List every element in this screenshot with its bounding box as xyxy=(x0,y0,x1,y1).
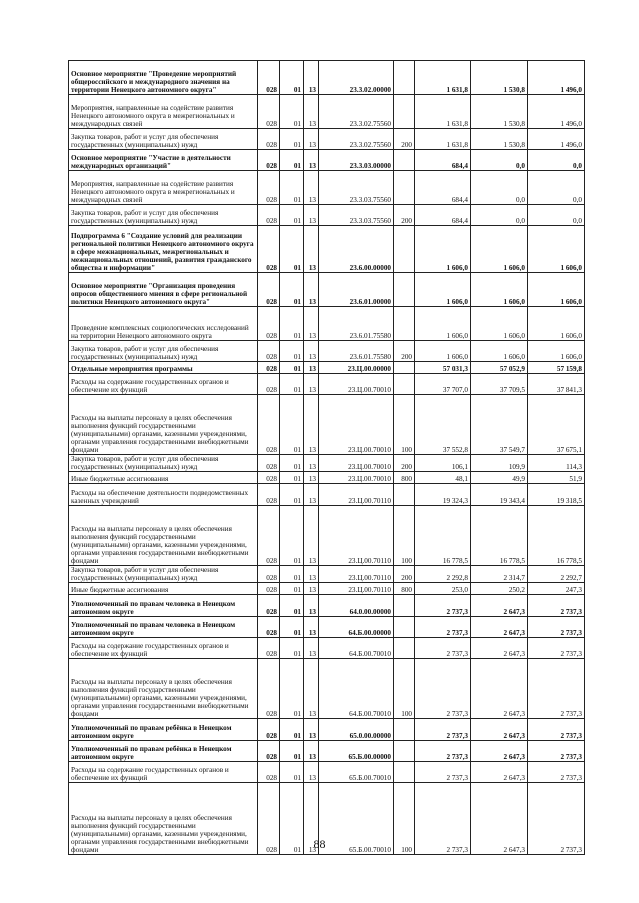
table-row xyxy=(69,362,585,374)
cell-pr: 13 xyxy=(304,95,319,129)
cell-rz: 01 xyxy=(280,150,304,171)
cell-y2: 19 343,4 xyxy=(471,484,528,506)
cell-rz: 01 xyxy=(280,659,304,719)
cell-rz: 01 xyxy=(280,719,304,741)
page-number: 88 xyxy=(313,837,326,851)
cell-y2: 1 530,8 xyxy=(471,61,528,95)
cell-y1: 1 631,8 xyxy=(415,61,471,95)
cell-grbs: 028 xyxy=(258,226,280,273)
cell-csr: 23.Ц.00.70010 xyxy=(319,374,394,395)
cell-y3: 1 496,0 xyxy=(528,61,585,95)
cell-y2: 2 647,3 xyxy=(471,638,528,659)
cell-csr: 65.Б.00.70010 xyxy=(319,762,394,783)
cell-csr: 23.Ц.00.00000 xyxy=(319,362,394,374)
cell-y3: 51,9 xyxy=(528,472,585,484)
cell-name: Расходы на выплаты персоналу в целях обеспечения выполнения функций государственными (муниципальными) органами, казенными учреждениями, органами управления государственными внебюджетными фондами xyxy=(69,395,258,455)
cell-csr: 23.6.01.75580 xyxy=(319,341,394,362)
cell-csr: 23.Ц.00.70110 xyxy=(319,506,394,566)
cell-csr: 23.3.02.75560 xyxy=(319,95,394,129)
cell-y3: 1 606,0 xyxy=(528,341,585,362)
cell-pr: 13 xyxy=(304,374,319,395)
cell-y3: 1 496,0 xyxy=(528,95,585,129)
cell-y3: 0,0 xyxy=(528,171,585,205)
cell-pr: 13 xyxy=(304,762,319,783)
table-row xyxy=(69,61,585,95)
table-row xyxy=(69,506,585,566)
cell-name: Проведение комплексных социологических исследований на территории Ненецкого автономного округа xyxy=(69,307,258,341)
cell-vr xyxy=(394,171,415,205)
cell-y3: 2 737,3 xyxy=(528,741,585,762)
table-row xyxy=(69,484,585,506)
table-row xyxy=(69,205,585,226)
cell-pr: 13 xyxy=(304,171,319,205)
cell-name: Расходы на выплаты персоналу в целях обеспечения выполнения функций государственными (муниципальными) органами, казенными учреждениями, органами управления государственными внебюджетными фондами xyxy=(69,659,258,719)
cell-name: Уполномоченный по правам ребёнка в Ненецком автономном округе xyxy=(69,741,258,762)
cell-pr: 13 xyxy=(304,150,319,171)
cell-grbs: 028 xyxy=(258,595,280,617)
cell-y1: 1 606,0 xyxy=(415,307,471,341)
cell-csr: 23.Ц.00.70010 xyxy=(319,472,394,484)
cell-csr: 23.3.03.00000 xyxy=(319,150,394,171)
cell-rz: 01 xyxy=(280,455,304,472)
cell-y3: 247,3 xyxy=(528,583,585,595)
cell-grbs: 028 xyxy=(258,566,280,583)
cell-y2: 37 549,7 xyxy=(471,395,528,455)
cell-name: Расходы на содержание государственных органов и обеспечение их функций xyxy=(69,638,258,659)
cell-name: Основное мероприятие "Проведение мероприятий общероссийского и международного значения на территории Ненецкого автономного округа" xyxy=(69,61,258,95)
cell-vr xyxy=(394,226,415,273)
cell-name: Уполномоченный по правам ребёнка в Ненецком автономном округе xyxy=(69,719,258,741)
cell-pr: 13 xyxy=(304,638,319,659)
cell-grbs: 028 xyxy=(258,129,280,150)
cell-y3: 37 841,3 xyxy=(528,374,585,395)
cell-y2: 2 314,7 xyxy=(471,566,528,583)
cell-y1: 1 631,8 xyxy=(415,95,471,129)
cell-pr: 13 xyxy=(304,205,319,226)
table-row xyxy=(69,226,585,273)
cell-rz: 01 xyxy=(280,566,304,583)
cell-csr: 65.Б.00.70010 xyxy=(319,783,394,855)
cell-rz: 01 xyxy=(280,129,304,150)
table-row xyxy=(69,273,585,307)
cell-pr: 13 xyxy=(304,61,319,95)
cell-y1: 57 031,3 xyxy=(415,362,471,374)
table-row xyxy=(69,719,585,741)
cell-grbs: 028 xyxy=(258,95,280,129)
cell-vr: 800 xyxy=(394,583,415,595)
cell-grbs: 028 xyxy=(258,395,280,455)
cell-y1: 2 737,3 xyxy=(415,762,471,783)
cell-name: Уполномоченный по правам человека в Ненецком автономном округе xyxy=(69,595,258,617)
cell-y2: 16 778,5 xyxy=(471,506,528,566)
cell-csr: 64.Б.00.70010 xyxy=(319,638,394,659)
cell-grbs: 028 xyxy=(258,273,280,307)
cell-csr: 23.Ц.00.70010 xyxy=(319,395,394,455)
cell-pr: 13 xyxy=(304,395,319,455)
cell-y2: 1 606,0 xyxy=(471,307,528,341)
cell-grbs: 028 xyxy=(258,719,280,741)
cell-y3: 1 606,0 xyxy=(528,273,585,307)
cell-rz: 01 xyxy=(280,638,304,659)
cell-vr: 200 xyxy=(394,566,415,583)
table-row xyxy=(69,150,585,171)
cell-vr xyxy=(394,362,415,374)
cell-y2: 0,0 xyxy=(471,171,528,205)
cell-csr: 23.3.02.75560 xyxy=(319,129,394,150)
table-row xyxy=(69,583,585,595)
cell-rz: 01 xyxy=(280,741,304,762)
cell-y1: 2 737,3 xyxy=(415,595,471,617)
table-row xyxy=(69,566,585,583)
cell-rz: 01 xyxy=(280,362,304,374)
cell-pr: 13 xyxy=(304,783,319,855)
cell-csr: 64.Б.00.70010 xyxy=(319,659,394,719)
cell-vr: 100 xyxy=(394,506,415,566)
cell-y1: 2 737,3 xyxy=(415,719,471,741)
cell-y1: 2 737,3 xyxy=(415,659,471,719)
cell-vr xyxy=(394,719,415,741)
cell-y2: 1 606,0 xyxy=(471,341,528,362)
cell-grbs: 028 xyxy=(258,617,280,638)
cell-rz: 01 xyxy=(280,506,304,566)
cell-rz: 01 xyxy=(280,374,304,395)
cell-grbs: 028 xyxy=(258,374,280,395)
cell-y2: 49,9 xyxy=(471,472,528,484)
table-row xyxy=(69,472,585,484)
cell-pr: 13 xyxy=(304,307,319,341)
cell-y2: 0,0 xyxy=(471,205,528,226)
cell-vr xyxy=(394,762,415,783)
cell-name: Расходы на содержание государственных органов и обеспечение их функций xyxy=(69,762,258,783)
cell-pr: 13 xyxy=(304,472,319,484)
cell-y1: 1 606,0 xyxy=(415,341,471,362)
table-row xyxy=(69,617,585,638)
cell-name: Расходы на выплаты персоналу в целях обеспечения выполнения функций государственными (муниципальными) органами, казенными учреждениями, органами управления государственными внебюджетными фондами xyxy=(69,783,258,855)
table-body xyxy=(69,61,585,855)
cell-y3: 2 737,3 xyxy=(528,595,585,617)
cell-y1: 1 606,0 xyxy=(415,273,471,307)
cell-y2: 1 530,8 xyxy=(471,95,528,129)
cell-rz: 01 xyxy=(280,583,304,595)
table-row xyxy=(69,638,585,659)
cell-vr xyxy=(394,595,415,617)
cell-y2: 1 606,0 xyxy=(471,273,528,307)
cell-name: Отдельные мероприятия программы xyxy=(69,362,258,374)
table-row xyxy=(69,129,585,150)
cell-y2: 250,2 xyxy=(471,583,528,595)
table-row xyxy=(69,455,585,472)
cell-y1: 1 606,0 xyxy=(415,226,471,273)
cell-grbs: 028 xyxy=(258,741,280,762)
cell-name: Закупка товаров, работ и услуг для обеспечения государственных (муниципальных) нужд xyxy=(69,566,258,583)
cell-pr: 13 xyxy=(304,484,319,506)
cell-y1: 48,1 xyxy=(415,472,471,484)
cell-csr: 23.6.00.00000 xyxy=(319,226,394,273)
cell-name: Иные бюджетные ассигнования xyxy=(69,583,258,595)
cell-csr: 23.3.03.75560 xyxy=(319,205,394,226)
cell-grbs: 028 xyxy=(258,506,280,566)
table-row xyxy=(69,341,585,362)
table-row xyxy=(69,741,585,762)
cell-vr xyxy=(394,741,415,762)
cell-vr: 200 xyxy=(394,129,415,150)
cell-rz: 01 xyxy=(280,484,304,506)
cell-y1: 684,4 xyxy=(415,171,471,205)
cell-grbs: 028 xyxy=(258,307,280,341)
cell-csr: 23.Ц.00.70110 xyxy=(319,566,394,583)
cell-y3: 1 606,0 xyxy=(528,307,585,341)
cell-grbs: 028 xyxy=(258,638,280,659)
cell-y3: 114,3 xyxy=(528,455,585,472)
cell-pr: 13 xyxy=(304,341,319,362)
cell-name: Уполномоченный по правам человека в Ненецком автономном округе xyxy=(69,617,258,638)
cell-y3: 2 737,3 xyxy=(528,783,585,855)
cell-y1: 2 737,3 xyxy=(415,617,471,638)
cell-y3: 2 737,3 xyxy=(528,762,585,783)
cell-y2: 37 709,5 xyxy=(471,374,528,395)
cell-y3: 37 675,1 xyxy=(528,395,585,455)
cell-vr xyxy=(394,61,415,95)
cell-pr: 13 xyxy=(304,455,319,472)
cell-name: Подпрограмма 6 "Создание условий для реализации региональной политики Ненецкого автономного округа в сфере межнациональных, межрегиональных и межнациональных отношений, развития гражданского общества и информации" xyxy=(69,226,258,273)
cell-pr: 13 xyxy=(304,595,319,617)
cell-csr: 64.0.00.00000 xyxy=(319,595,394,617)
cell-y1: 1 631,8 xyxy=(415,129,471,150)
cell-vr: 100 xyxy=(394,783,415,855)
cell-vr xyxy=(394,638,415,659)
cell-csr: 23.3.02.00000 xyxy=(319,61,394,95)
cell-grbs: 028 xyxy=(258,472,280,484)
cell-y3: 2 292,7 xyxy=(528,566,585,583)
cell-vr: 200 xyxy=(394,205,415,226)
cell-y3: 57 159,8 xyxy=(528,362,585,374)
cell-grbs: 028 xyxy=(258,61,280,95)
cell-y2: 1 606,0 xyxy=(471,226,528,273)
cell-grbs: 028 xyxy=(258,362,280,374)
cell-rz: 01 xyxy=(280,783,304,855)
cell-vr xyxy=(394,150,415,171)
table-row xyxy=(69,595,585,617)
cell-y3: 1 496,0 xyxy=(528,129,585,150)
cell-csr: 65.Б.00.00000 xyxy=(319,741,394,762)
cell-y1: 37 552,8 xyxy=(415,395,471,455)
cell-vr xyxy=(394,617,415,638)
cell-y3: 19 318,5 xyxy=(528,484,585,506)
cell-pr: 13 xyxy=(304,617,319,638)
cell-csr: 23.Ц.00.70110 xyxy=(319,484,394,506)
cell-pr: 13 xyxy=(304,659,319,719)
cell-rz: 01 xyxy=(280,61,304,95)
table-row xyxy=(69,762,585,783)
cell-pr: 13 xyxy=(304,273,319,307)
cell-pr: 13 xyxy=(304,741,319,762)
cell-name: Закупка товаров, работ и услуг для обеспечения государственных (муниципальных) нужд xyxy=(69,205,258,226)
cell-name: Мероприятия, направленные на содействие развития Ненецкого автономного округа в межрегиональных и международных связей xyxy=(69,95,258,129)
cell-vr: 200 xyxy=(394,455,415,472)
cell-vr xyxy=(394,273,415,307)
cell-vr: 100 xyxy=(394,395,415,455)
cell-y1: 684,4 xyxy=(415,205,471,226)
cell-y1: 19 324,3 xyxy=(415,484,471,506)
cell-name: Основное мероприятие "Участие в деятельности международных организаций" xyxy=(69,150,258,171)
cell-y1: 684,4 xyxy=(415,150,471,171)
cell-vr: 100 xyxy=(394,659,415,719)
cell-name: Расходы на обеспечение деятельности подведомственных казенных учреждений xyxy=(69,484,258,506)
cell-csr: 23.3.03.75560 xyxy=(319,171,394,205)
cell-name: Закупка товаров, работ и услуг для обеспечения государственных (муниципальных) нужд xyxy=(69,129,258,150)
cell-grbs: 028 xyxy=(258,762,280,783)
cell-y3: 0,0 xyxy=(528,150,585,171)
cell-grbs: 028 xyxy=(258,583,280,595)
cell-y2: 2 647,3 xyxy=(471,595,528,617)
cell-name: Основное мероприятие "Организация проведения опросов общественного мнения в сфере региональной политики Ненецкого автономного округа" xyxy=(69,273,258,307)
cell-y1: 2 737,3 xyxy=(415,783,471,855)
cell-y1: 2 737,3 xyxy=(415,638,471,659)
cell-y1: 2 737,3 xyxy=(415,741,471,762)
cell-grbs: 028 xyxy=(258,659,280,719)
cell-grbs: 028 xyxy=(258,484,280,506)
cell-y3: 2 737,3 xyxy=(528,719,585,741)
cell-grbs: 028 xyxy=(258,783,280,855)
cell-vr xyxy=(394,374,415,395)
cell-y1: 106,1 xyxy=(415,455,471,472)
cell-rz: 01 xyxy=(280,95,304,129)
cell-rz: 01 xyxy=(280,205,304,226)
cell-vr xyxy=(394,484,415,506)
cell-grbs: 028 xyxy=(258,341,280,362)
cell-y1: 253,0 xyxy=(415,583,471,595)
cell-y1: 37 707,0 xyxy=(415,374,471,395)
cell-rz: 01 xyxy=(280,762,304,783)
cell-vr xyxy=(394,95,415,129)
cell-name: Мероприятия, направленные на содействие развития Ненецкого автономного округа в межрегиональных и международных связей xyxy=(69,171,258,205)
cell-pr: 13 xyxy=(304,129,319,150)
cell-vr: 200 xyxy=(394,341,415,362)
cell-y2: 1 530,8 xyxy=(471,129,528,150)
cell-name: Иные бюджетные ассигнования xyxy=(69,472,258,484)
table-row xyxy=(69,171,585,205)
cell-csr: 23.6.01.00000 xyxy=(319,273,394,307)
cell-y2: 2 647,3 xyxy=(471,762,528,783)
cell-y3: 1 606,0 xyxy=(528,226,585,273)
cell-y2: 2 647,3 xyxy=(471,719,528,741)
table-row xyxy=(69,659,585,719)
cell-vr: 800 xyxy=(394,472,415,484)
cell-y1: 2 292,8 xyxy=(415,566,471,583)
table-row xyxy=(69,95,585,129)
cell-rz: 01 xyxy=(280,273,304,307)
cell-rz: 01 xyxy=(280,307,304,341)
cell-pr: 13 xyxy=(304,719,319,741)
cell-y3: 2 737,3 xyxy=(528,617,585,638)
cell-rz: 01 xyxy=(280,226,304,273)
cell-rz: 01 xyxy=(280,395,304,455)
cell-csr: 23.Ц.00.70110 xyxy=(319,583,394,595)
cell-y3: 16 778,5 xyxy=(528,506,585,566)
cell-name: Закупка товаров, работ и услуг для обеспечения государственных (муниципальных) нужд xyxy=(69,455,258,472)
cell-name: Закупка товаров, работ и услуг для обеспечения государственных (муниципальных) нужд xyxy=(69,341,258,362)
table-row xyxy=(69,307,585,341)
cell-y2: 0,0 xyxy=(471,150,528,171)
cell-csr: 23.6.01.75580 xyxy=(319,307,394,341)
cell-y2: 2 647,3 xyxy=(471,659,528,719)
cell-pr: 13 xyxy=(304,506,319,566)
cell-rz: 01 xyxy=(280,595,304,617)
cell-y2: 2 647,3 xyxy=(471,617,528,638)
cell-pr: 13 xyxy=(304,566,319,583)
cell-y2: 2 647,3 xyxy=(471,783,528,855)
cell-csr: 23.Ц.00.70010 xyxy=(319,455,394,472)
cell-rz: 01 xyxy=(280,171,304,205)
cell-rz: 01 xyxy=(280,617,304,638)
cell-y3: 2 737,3 xyxy=(528,638,585,659)
cell-csr: 65.0.00.00000 xyxy=(319,719,394,741)
cell-rz: 01 xyxy=(280,472,304,484)
cell-pr: 13 xyxy=(304,226,319,273)
table-row xyxy=(69,374,585,395)
cell-y2: 2 647,3 xyxy=(471,741,528,762)
table-row xyxy=(69,395,585,455)
cell-name: Расходы на выплаты персоналу в целях обеспечения выполнения функций государственными (муниципальными) органами, казенными учреждениями, органами управления государственными внебюджетными фондами xyxy=(69,506,258,566)
cell-grbs: 028 xyxy=(258,171,280,205)
cell-y3: 0,0 xyxy=(528,205,585,226)
cell-name: Расходы на содержание государственных органов и обеспечение их функций xyxy=(69,374,258,395)
cell-vr xyxy=(394,307,415,341)
cell-grbs: 028 xyxy=(258,455,280,472)
cell-grbs: 028 xyxy=(258,205,280,226)
cell-csr: 64.Б.00.00000 xyxy=(319,617,394,638)
cell-y2: 57 052,9 xyxy=(471,362,528,374)
cell-y1: 16 778,5 xyxy=(415,506,471,566)
cell-rz: 01 xyxy=(280,341,304,362)
cell-pr: 13 xyxy=(304,362,319,374)
budget-table xyxy=(68,60,585,855)
cell-y3: 2 737,3 xyxy=(528,659,585,719)
cell-y2: 109,9 xyxy=(471,455,528,472)
cell-pr: 13 xyxy=(304,583,319,595)
cell-grbs: 028 xyxy=(258,150,280,171)
